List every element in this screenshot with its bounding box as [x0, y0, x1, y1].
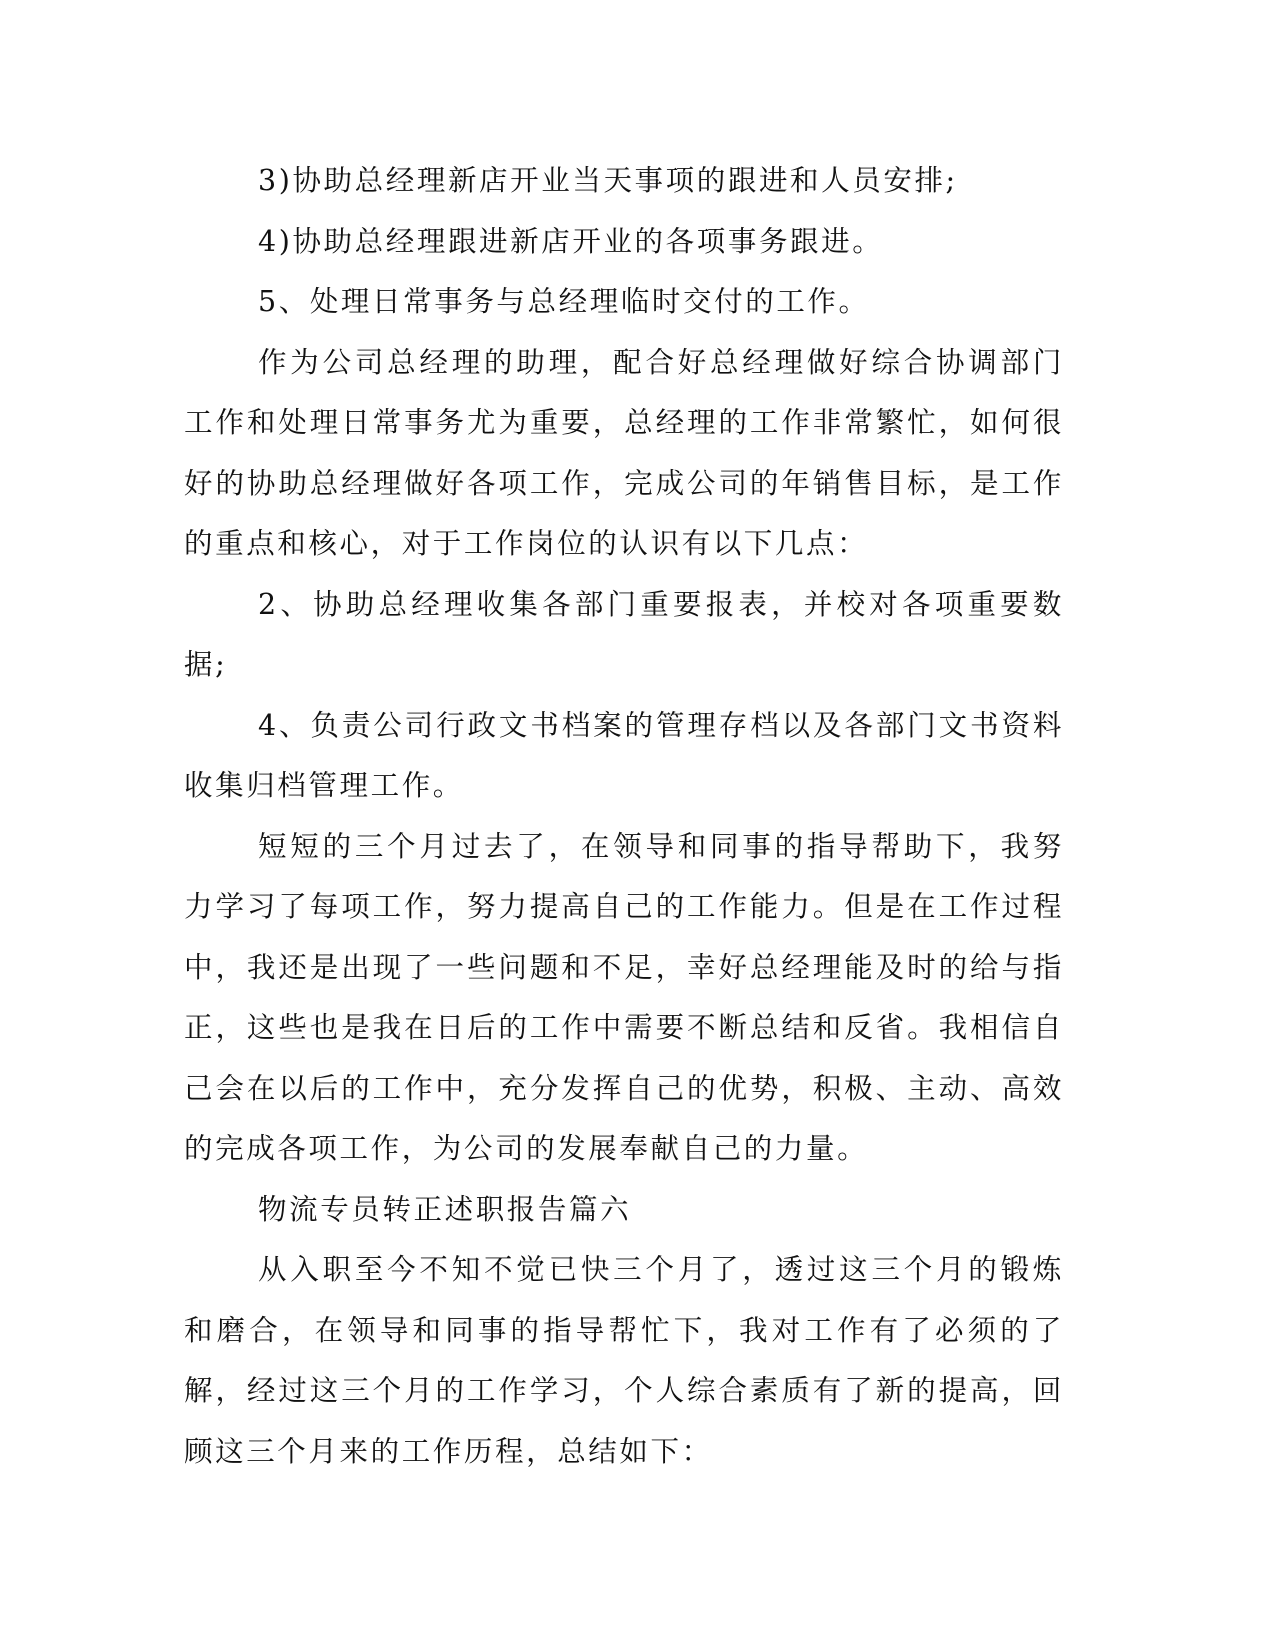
section-heading: 物流专员转正述职报告篇六	[258, 1192, 632, 1226]
paragraph-three-months-summary: 短短的三个月过去了，在领导和同事的指导帮助下，我努力学习了每项工作，努力提高自己的工作能力。但是在工作过程中，我还是出现了一些问题和不足，幸好总经理能及时的给与指正，这些也是我在日后的工作中需要不断总结和反省。我相信自己会在以后的工作中，充分发挥自己的优势，积极、主动、高效的完成各项工作，为公司的发展奉献自己的力量。	[184, 829, 1064, 1165]
paragraph-assistant-role: 作为公司总经理的助理，配合好总经理做好综合协调部门工作和处理日常事务尤为重要，总经理的工作非常繁忙，如何很好的协助总经理做好各项工作，完成公司的年销售目标，是工作的重点和核心，对于工作岗位的认识有以下几点：	[184, 345, 1064, 560]
paragraph-section-intro: 从入职至今不知不觉已快三个月了，透过这三个月的锻炼和磨合，在领导和同事的指导帮忙下，我对工作有了必须的了解，经过这三个月的工作学习，个人综合素质有了新的提高，回顾这三个月来的工作历程，总结如下：	[184, 1253, 1064, 1468]
document-body	[184, 151, 1064, 1482]
paragraph-item-3: 3)协助总经理新店开业当天事项的跟进和人员安排;	[258, 164, 958, 197]
paragraph-item-4: 4)协助总经理跟进新店开业的各项事务跟进。	[258, 224, 884, 258]
paragraph-item-5: 5、处理日常事务与总经理临时交付的工作。	[258, 285, 870, 318]
paragraph-point-2: 2、协助总经理收集各部门重要报表，并校对各项重要数据;	[184, 587, 1064, 681]
paragraph-point-4: 4、负责公司行政文书档案的管理存档以及各部门文书资料收集归档管理工作。	[184, 708, 1064, 802]
